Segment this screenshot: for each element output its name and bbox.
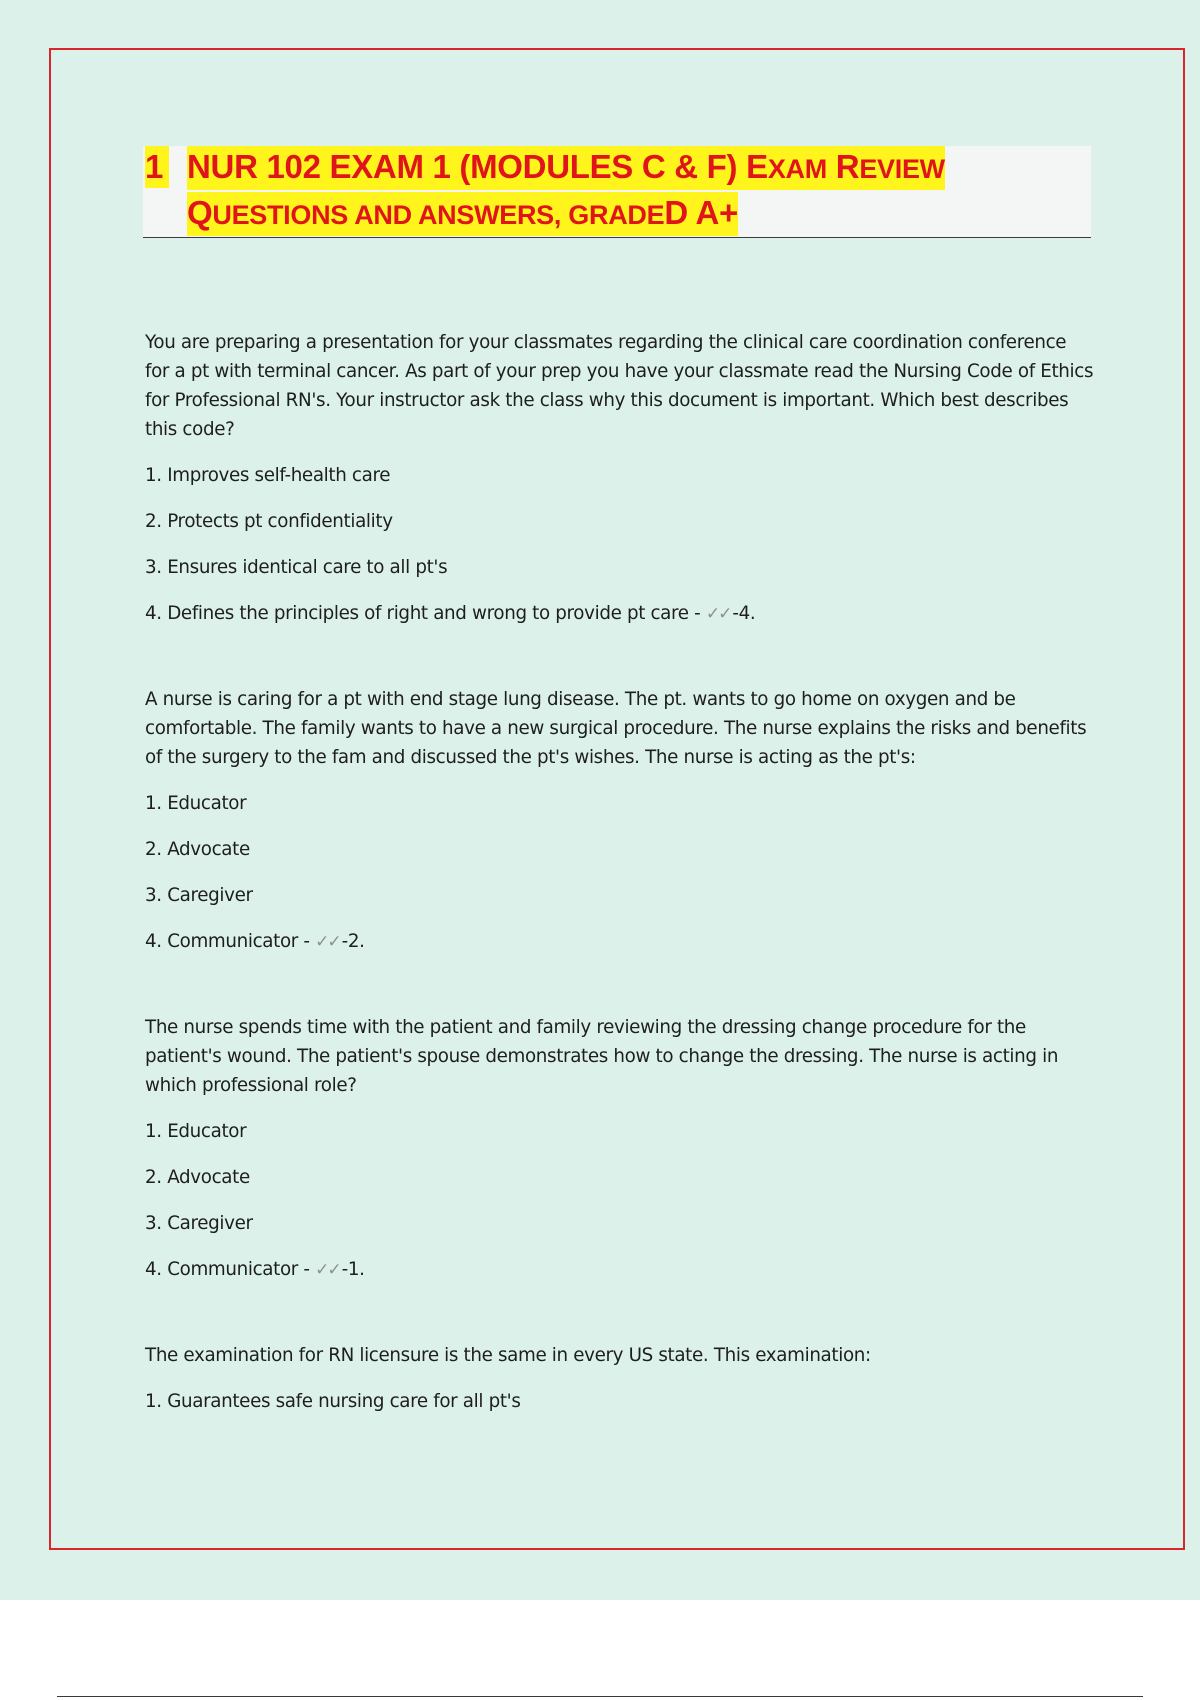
question-text: A nurse is caring for a pt with end stage lung disease. The pt. wants to go home on oxygen and be comfortable. The family wants to have a new surgical procedure. The nurse explains the risks and benefits of the surgery to the fam and discussed the pt's wishes. The nurse is acting as the pt's:: [145, 689, 1087, 768]
answer-option: 1. Educator: [145, 1121, 247, 1142]
question-block-2: [145, 685, 1095, 957]
footer-divider: [57, 1696, 1143, 1697]
title-line-1-space: R: [826, 148, 860, 185]
answer-option: 3. Caregiver: [145, 1213, 253, 1234]
answer-option: 1. Improves self-health care: [145, 465, 391, 486]
question-text: The nurse spends time with the patient and family reviewing the dressing change procedure for the patient's wound. The patient's spouse demonstrates how to change the dressing. The nurse is acting in which professional role?: [145, 1017, 1059, 1096]
question-block-1: [145, 328, 1095, 629]
answer-option: 3. Caregiver: [145, 885, 253, 906]
question-text: You are preparing a presentation for your classmates regarding the clinical care coordination conference for a pt with terminal cancer. As part of your prep you have your classmate read the Nursing Code of Ethics for Professional RN's. Your instructor ask the class why this document is important. Which best describes this code?: [145, 332, 1094, 440]
title-line-1-smallcaps-b: EVIEW: [859, 154, 945, 184]
answer-option: 2. Advocate: [145, 839, 250, 860]
question-block-4: [145, 1341, 1095, 1416]
title-line-2-initial: Q: [187, 194, 213, 231]
question-text: The examination for RN licensure is the same in every US state. This examination:: [145, 1345, 871, 1366]
answer-option-with-key: [145, 1255, 1095, 1285]
answer-key: -2.: [341, 931, 365, 952]
answer-option: 1. Educator: [145, 793, 247, 814]
document-title-block: [143, 146, 1091, 238]
title-line-1-main: NUR 102 EXAM 1 (MODULES C & F) E: [187, 148, 768, 185]
document-title: [187, 146, 1087, 236]
double-check-icon: ✓✓: [705, 604, 731, 624]
title-line-1: [187, 146, 945, 190]
document-body: [145, 328, 1095, 1472]
answer-key: -4.: [732, 603, 756, 624]
heading-number: 1: [145, 146, 169, 188]
answer-option-with-key: [145, 927, 1095, 957]
answer-option-text: 4. Defines the principles of right and wrong to provide pt care -: [145, 603, 706, 624]
answer-option: 2. Advocate: [145, 1167, 250, 1188]
title-line-2-smallcaps: UESTIONS AND ANSWERS, GRADE: [212, 200, 665, 230]
answer-option: 2. Protects pt confidentiality: [145, 511, 393, 532]
answer-option-with-key: [145, 599, 1095, 629]
double-check-icon: ✓✓: [315, 932, 340, 952]
title-line-2-end: D A+: [664, 194, 738, 231]
answer-option-text: 4. Communicator -: [145, 931, 316, 952]
answer-option: 3. Ensures identical care to all pt's: [145, 557, 448, 578]
double-check-icon: ✓✓: [315, 1260, 340, 1280]
title-line-2: [187, 192, 738, 236]
answer-option-text: 4. Communicator -: [145, 1259, 316, 1280]
title-line-1-smallcaps-a: XAM: [767, 154, 827, 184]
answer-option: 1. Guarantees safe nursing care for all pt's: [145, 1391, 521, 1412]
answer-key: -1.: [341, 1259, 365, 1280]
question-block-3: [145, 1013, 1095, 1285]
